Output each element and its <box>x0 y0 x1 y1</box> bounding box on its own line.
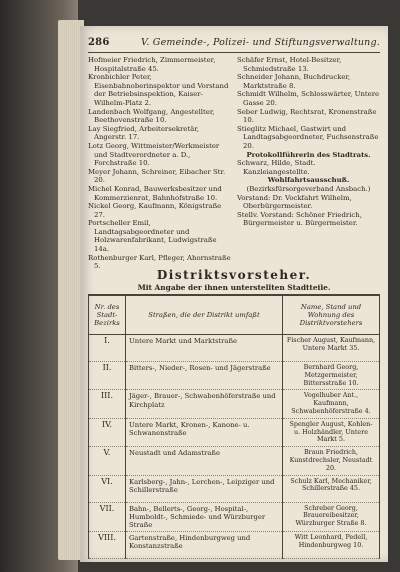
district-table <box>88 294 380 559</box>
running-title: V. Gemeinde-, Polizei- und Stiftungsverwaltung. <box>140 36 380 48</box>
table-header-row <box>89 295 380 335</box>
list-entry: Wohlfahrtsausschuß. <box>267 176 350 185</box>
list-entry: Lay Siegfried, Arbeitersekretär, Angerstr. 17. <box>88 124 199 142</box>
table-row <box>89 390 380 418</box>
district-head: Fischer August, Kaufmann, Untere Markt 35. <box>283 335 380 362</box>
list-entry: Stellv. Vorstand: Schöner Friedrich, Bürgermeister u. Bürgermeister. <box>237 210 362 228</box>
list-entry: Michel Konrad, Bauwerksbesitzer und Kommerzienrat, Bahnhofstraße 10. <box>88 184 222 202</box>
district-head: Braun Friedrich, Kunstdrechsler, Neustadt 20. <box>283 447 380 475</box>
district-number: VIII. <box>89 532 126 559</box>
district-number: VI. <box>89 475 126 502</box>
header-head: Name, Stand und Wohnung des Distriktvorstehers <box>283 295 380 335</box>
table-row <box>89 475 380 502</box>
list-entry: Schneider Johann, Buchdrucker, Marktstraße 8. <box>237 73 351 90</box>
list-entry: Hofmeier Friedrich, Zimmermeister, Hospitalstraße 45. <box>88 56 216 73</box>
district-head: Vogelhuber Ant., Kaufmann, Schwabenhöferstraße 4. <box>283 390 380 418</box>
district-number: VII. <box>89 502 126 532</box>
district-streets: Untere Markt, Kronen-, Kanone- u. Schwanenstraße <box>126 418 283 446</box>
district-streets: Gartenstraße, Hindenburgweg und Konstanzstraße <box>126 532 283 559</box>
list-entry: Protokollführerin des Stadtrats. <box>246 150 371 159</box>
book-page <box>80 26 388 562</box>
section-title: Distriktsvorsteher. <box>156 268 312 282</box>
list-entry: Portscheller Emil, Landtagsabgeordneter und Holzwarenfabrikant, Ludwigstraße 14a. <box>88 219 217 254</box>
list-entry: Schwarz, Hilde, Stadt. Kanzleiangestellte. <box>237 159 316 176</box>
right-column <box>237 56 380 264</box>
district-number: V. <box>89 447 126 475</box>
district-number: III. <box>89 390 126 418</box>
list-entry: (Bezirksfürsorgeverband Ansbach.) <box>246 184 371 193</box>
table-row <box>89 532 380 559</box>
list-entry: Landenbach Wolfgang, Angestellter, Beethovenstraße 10. <box>88 107 215 125</box>
district-head: Bernhard Georg, Metzgermeister, Bittersstraße 10. <box>283 362 380 390</box>
district-head: Spengler August, Kohlen- u. Holzhändler, Untere Markt 5. <box>283 418 380 446</box>
district-streets: Karlsberg-, Jahn-, Lerchen-, Leipziger und Schillerstraße <box>126 475 283 502</box>
district-streets: Bahn-, Bellerts-, Georg-, Hospital-, Humboldt-, Schmiede- und Würzburger Straße <box>126 502 283 532</box>
section-subtitle: Mit Angabe der ihnen unterstellten Stadtteile. <box>137 283 331 292</box>
list-entry: Rothenburger Karl, Pfleger, Ahornstraße 5. <box>88 253 231 271</box>
list-entry: Nickel Georg, Kaufmann, Königstraße 27. <box>88 202 222 219</box>
left-column <box>88 56 231 271</box>
page-header <box>88 34 380 50</box>
district-streets: Jäger-, Brauer-, Schwabenhöferstraße und Kirchplatz <box>126 390 283 418</box>
two-column-list <box>88 56 380 271</box>
district-streets: Untere Markt und Marktstraße <box>126 335 283 362</box>
district-number: I. <box>89 335 126 362</box>
list-entry: Meyer Johann, Schreiner, Eibacher Str. 20. <box>88 167 226 185</box>
district-head: Witt Leonhard, Pedell, Hindenburgweg 10. <box>283 532 380 559</box>
table-row <box>89 502 380 532</box>
table-row <box>89 418 380 446</box>
table-row <box>89 447 380 475</box>
list-entry: Schmidt Wilhelm, Schlosswärter, Untere Gasse 20. <box>237 90 380 107</box>
district-streets: Bitters-, Nieder-, Rosen- und Jägerstraße <box>126 362 283 390</box>
list-entry: Schäfer Ernst, Hotel-Besitzer, Schmiedstraße 13. <box>237 56 342 73</box>
header-streets: Straßen, die der Distrikt umfaßt <box>126 295 283 335</box>
district-number: II. <box>89 362 126 390</box>
table-row <box>89 335 380 362</box>
header-rule <box>88 52 380 53</box>
list-entry: Kronbichler Peter, Eisenbahnoberinspektor und Vorstand der Betriebsinspektion, Kaiser-Wilhelm-Platz 2. <box>88 73 229 107</box>
district-head: Schulz Karl, Mechaniker, Schillerstraße 45. <box>283 475 380 502</box>
list-entry: Vorstand: Dr. Vockfahrt Wilhelm, Oberbürgermeister. <box>237 193 352 211</box>
district-streets: Neustadt und Adamstraße <box>126 447 283 475</box>
header-nr: Nr. des Stadt-Bezirks <box>89 295 126 335</box>
page-number: 286 <box>88 36 110 48</box>
list-entry: Stieglitz Michael, Gastwirt und Landtagsabgeordneter, Fuchsenstraße 20. <box>237 124 379 150</box>
district-number: IV. <box>89 418 126 446</box>
list-entry: Seber Ludwig, Rechtsrat, Kronenstraße 10. <box>237 107 377 125</box>
table-row <box>89 362 380 390</box>
district-head: Schreber Georg, Brauereibesitzer, Würzburger Straße 8. <box>283 502 380 532</box>
list-entry: Lotz Georg, Wittmeister/Werkmeister und Stadtverordneter a. D., Forchstraße 10. <box>88 141 220 168</box>
